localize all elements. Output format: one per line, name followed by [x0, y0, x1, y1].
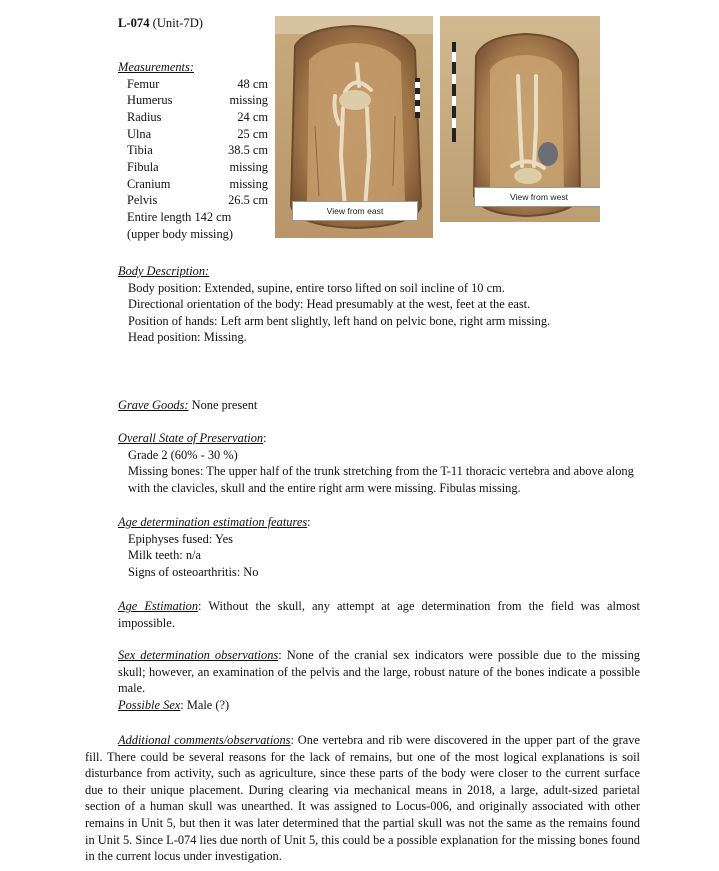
age-estimation-label: Age Estimation [118, 599, 199, 613]
measurement-row [127, 126, 268, 143]
measurement-name: Tibia [127, 143, 153, 158]
osteoarthritis: Signs of osteoarthritis: No [128, 564, 259, 579]
locus-id: L-074 [118, 16, 150, 30]
sex-determination-text: : None of the cranial sex indicators were possible due to the missing skull; however, an examination of the pelvis and the large, robust nature of the bones indicate a possible male. [118, 648, 641, 696]
measurements-list [118, 76, 268, 243]
body-description-section [118, 263, 640, 346]
measurement-name: Fibula [127, 160, 159, 175]
possible-sex-label: Possible Sex [118, 697, 181, 712]
grave-goods-label: Grave Goods: [118, 398, 189, 412]
age-estimation-text: : Without the skull, any attempt at age determination from the field was almost impossible. [118, 599, 641, 630]
measurement-value: 38.5 cm [228, 143, 268, 158]
age-features-title: Age determination estimation features [118, 515, 308, 529]
body-position: Body position: Extended, supine, entire torso lifted on soil incline of 10 cm. [128, 280, 505, 295]
measurement-value: 25 cm [237, 126, 268, 141]
measurement-row [127, 76, 268, 93]
measurement-name: Pelvis [127, 193, 158, 208]
body-description-title: Body Description: [118, 264, 210, 278]
photo-caption-east: View from east [292, 201, 418, 221]
entire-length: Entire length 142 cm [127, 210, 232, 225]
locus-header [118, 15, 203, 32]
measurements-title: Measurements: [118, 60, 194, 74]
measurement-row [127, 159, 268, 176]
measurement-value: 48 cm [237, 76, 268, 91]
body-description-list [118, 280, 558, 346]
preservation-section [118, 430, 640, 496]
grave-goods-text: None present [188, 398, 258, 412]
measurement-value: missing [229, 93, 268, 108]
epiphyses-fused: Epiphyses fused: Yes [128, 531, 233, 546]
measurement-name: Ulna [127, 126, 152, 141]
additional-comments-text: : One vertebra and rib were discovered in the upper part of the grave fill. There could be several reasons for the lack of remains, but one of the most logical explanations is soil disturbance from activity, such as agriculture, since these parts of the body were closer to the current surface due to their unique placement. During clearing via mechanical means in 2018, a large, adult-sized parietal section of a human skull was unearthed. It was assigned to Locus-006, and originally associated with other remains in Unit 5, but then it was later determined that the partial skull was not the same as the remains found in Unit 5. Since L-074 lies due north of Unit 5, this could be a possible explanation for the missing bones found in the current locus under investigation. [85, 733, 640, 864]
body-orientation: Directional orientation of the body: Head presumably at the west, feet at the east. [128, 297, 531, 312]
grave-photo-west [440, 16, 600, 222]
measurement-name: Humerus [127, 93, 173, 108]
measurement-row [127, 109, 268, 126]
preservation-title: Overall State of Preservation [118, 431, 264, 445]
measurements-block [118, 59, 268, 242]
measurement-row [127, 142, 268, 159]
measurement-name: Cranium [127, 176, 171, 191]
measurement-value: 24 cm [237, 109, 268, 124]
grave-goods-section [118, 397, 640, 414]
additional-comments-section [85, 732, 640, 865]
preservation-colon: : [263, 431, 267, 445]
measurement-row [127, 176, 268, 193]
sex-determination-label: Sex determination observations [118, 648, 279, 662]
measurement-row [127, 92, 268, 109]
measurement-value: missing [229, 160, 268, 175]
sex-determination-section [118, 647, 640, 713]
preservation-grade: Grade 2 (60% - 30 %) [128, 447, 238, 462]
head-position: Head position: Missing. [128, 330, 247, 345]
measurement-name: Femur [127, 76, 160, 91]
preservation-list [118, 447, 640, 497]
measurement-name: Radius [127, 109, 162, 124]
possible-sex-value: : Male (?) [180, 697, 230, 712]
grave-photo-east [275, 16, 433, 238]
hands-position: Position of hands: Left arm bent slightly, left hand on pelvic bone, right arm missing. [128, 313, 551, 328]
missing-bones: Missing bones: The upper half of the trunk stretching from the T-11 thoracic vertebra and above along with the clavicles, skull and the entire right arm were missing. Fibulas missing. [128, 464, 634, 495]
milk-teeth: Milk teeth: n/a [128, 548, 201, 563]
locus-unit: (Unit-7D) [152, 16, 204, 30]
photo-caption-west: View from west [474, 187, 600, 207]
age-features-section [118, 514, 640, 580]
entire-length-note: (upper body missing) [127, 226, 233, 241]
age-features-colon: : [307, 515, 311, 529]
age-features-list [118, 531, 640, 581]
age-estimation-section [118, 598, 640, 631]
measurement-value: 26.5 cm [228, 193, 268, 208]
measurement-row [127, 192, 268, 209]
measurement-value: missing [229, 176, 268, 191]
additional-comments-label: Additional comments/observations [118, 733, 291, 747]
